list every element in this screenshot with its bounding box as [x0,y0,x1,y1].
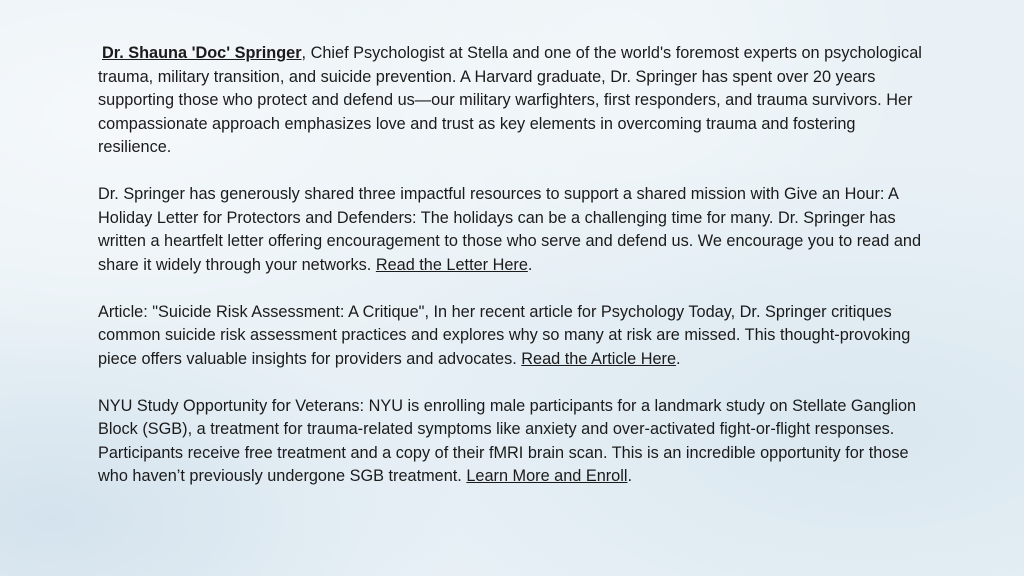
study-paragraph [98,395,924,489]
study-period: . [627,467,632,485]
intro-text: , Chief Psychologist at Stella and one of the world's foremost experts on psychological trauma, military transition, and suicide prevention. A Harvard graduate, Dr. Springer has spent over 20 years supporting those who protect and defend us—our military warfighters, first responders, and trauma survivors. Her compassionate approach emphasizes love and trust as key elements in overcoming trauma and fostering resilience. [98,44,922,156]
article-paragraph [98,301,924,372]
enroll-link[interactable]: Learn More and Enroll [466,467,628,485]
springer-name-link[interactable]: Dr. Shauna 'Doc' Springer [102,44,302,62]
letter-text: Dr. Springer has generously shared three impactful resources to support a shared mission with Give an Hour: A Holiday Letter for Protectors and Defenders: The holidays can be a challenging time for many. Dr. Springer has written a heartfelt letter offering encouragement to those who serve and defend us. We encourage you to read and share it widely through your networks. [98,185,922,274]
article-period: . [676,349,681,368]
read-article-link[interactable]: Read the Article Here [521,349,677,368]
read-letter-link[interactable]: Read the Letter Here [375,255,528,274]
letter-paragraph [98,183,924,277]
study-text: NYU Study Opportunity for Veterans: NYU is enrolling male participants for a landmark study on Stellate Ganglion Block (SGB), a treatment for trauma-related symptoms like anxiety and over-activated fight-or-flight responses. Participants receive free treatment and a copy of their fMRI brain scan. This is an incredible opportunity for those who haven’t previously undergone SGB treatment. [98,396,917,485]
article-body [98,42,924,512]
article-text: Article: "Suicide Risk Assessment: A Critique", In her recent article for Psychology Today, Dr. Springer critiques common suicide risk assessment practices and explores why so many at risk are missed. This thought-provoking piece offers valuable insights for providers and advocates. [98,302,911,368]
letter-period: . [527,255,533,274]
intro-paragraph [98,42,924,160]
